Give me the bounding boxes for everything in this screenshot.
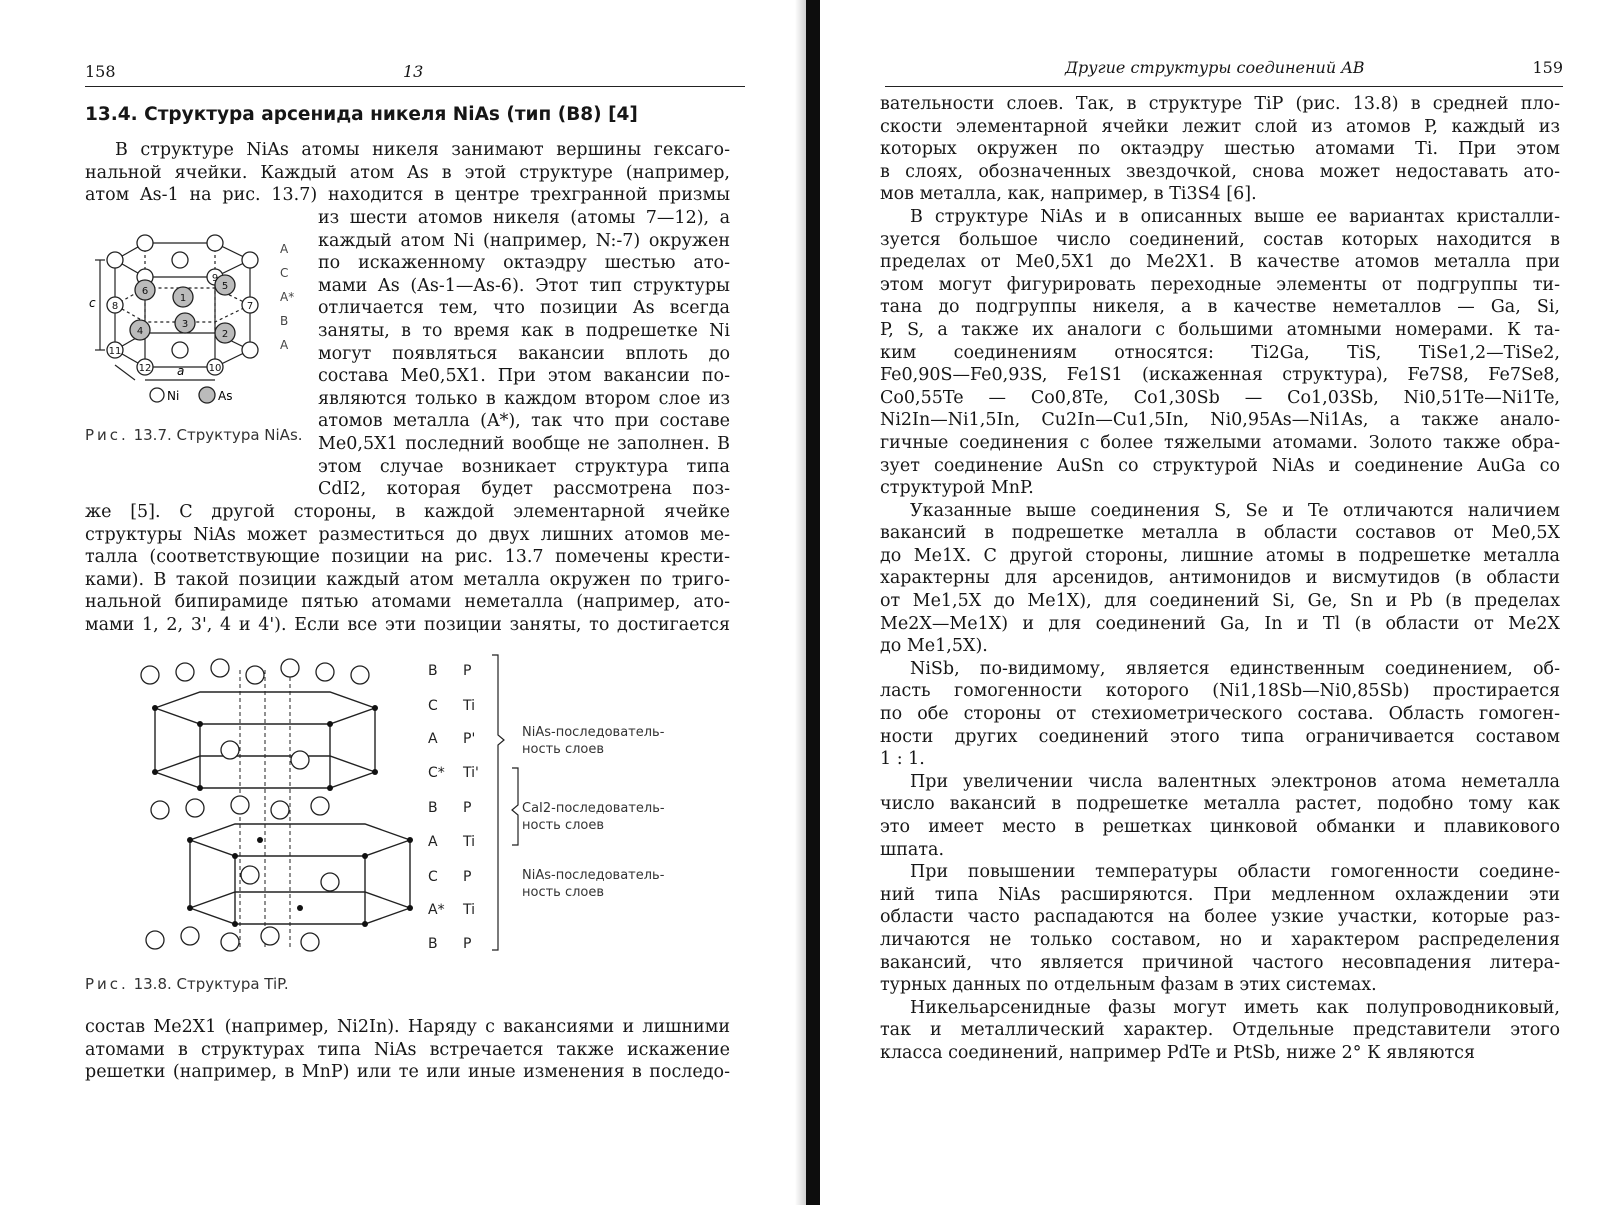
text-line: состав Me2X1 (например, Ni2In). Наряду с вакансиями и лишними	[85, 1017, 730, 1037]
layer-atom: Ti	[463, 902, 476, 918]
bracket-label: ность слоев	[522, 742, 605, 757]
section-heading: 13.4. Структура арсенида никеля NiAs (тип (B8) [4]	[85, 104, 638, 125]
niAs-structure-drawing	[85, 215, 315, 425]
caption-label: Рис.	[85, 975, 129, 993]
book-spine	[806, 0, 820, 1205]
text-line: В структуре NiAs и в описанных выше ее вариантах кристалли-	[910, 206, 1560, 227]
text-line: в слоях, обозначенных звездочкой, снова может недоставать ато-	[880, 161, 1560, 182]
text-line: NiSb, по-видимому, является единственным соединением, об-	[910, 658, 1560, 679]
text-line: это имеет место в решетках цинковой обманки и плавикового	[880, 817, 1560, 837]
layer-atom: Ti'	[463, 765, 479, 781]
text-line: Co0,55Te — Co0,8Te, Co1,30Sb — Co1,03Sb, Ni0,51Te—Ni1Te,	[880, 387, 1560, 408]
text-line: талла (соответствующие позиции на рис. 13.7 помечены крести-	[85, 547, 730, 568]
chapter-number: 13	[403, 62, 424, 81]
atom-number: 6	[141, 286, 149, 297]
text-line: тана до подгруппы никеля, а в качестве неметаллов — Ga, Si,	[880, 297, 1560, 318]
text-line: из шести атомов никеля (атомы 7—12), а	[318, 208, 730, 228]
axis-a-label: a	[177, 364, 185, 378]
text-line: Никельарсенидные фазы могут иметь как полупроводниковый,	[910, 997, 1560, 1018]
legend-as: As	[218, 389, 233, 403]
figure-13-7-caption	[85, 426, 305, 444]
text-line: заняты, в то время как в подрешетке Ni	[318, 320, 730, 341]
layer-letter: A	[428, 731, 438, 747]
text-line: так и металлический характер. Отдельные представители этого	[880, 1020, 1560, 1041]
atom-number: 9	[211, 273, 219, 284]
text-line: личаются не только составом, но и характером распределения	[880, 929, 1560, 950]
layer-letter: B	[428, 800, 438, 816]
layer-letter: A	[428, 834, 438, 850]
text-line: до Me1,5X).	[880, 636, 988, 657]
text-line: структурой MnP.	[880, 478, 1034, 499]
layer-atom: P'	[463, 731, 476, 747]
text-line: Me0,5X1 последний вообще не заполнен. В	[318, 433, 730, 454]
text-line: состава Me0,5X1. При этом вакансии по-	[318, 366, 730, 387]
atom-number: 3	[181, 319, 189, 330]
text-line: решетки (например, в MnP) или те или иные изменения в последо-	[85, 1062, 730, 1083]
layer-letter: C	[428, 869, 438, 885]
niAs-bracket	[492, 655, 504, 950]
layer-letter: B	[428, 663, 438, 679]
cdi2-bracket	[512, 768, 518, 845]
text-line: являются только в каждом втором слое из	[318, 388, 730, 409]
bracket-label: CaI2-последователь-	[522, 801, 665, 816]
figure-13-8	[130, 650, 690, 970]
paragraph	[880, 93, 1560, 206]
layer-label: A	[280, 242, 289, 256]
text-line: атомами в структурах типа NiAs встречается также искажение	[85, 1039, 730, 1060]
text-line: могут появляться вакансии вплоть до	[318, 343, 730, 364]
text-line: шпата.	[880, 839, 945, 860]
layer-label: A	[280, 338, 289, 352]
caption-text: 13.7. Структура NiAs.	[133, 426, 303, 444]
atom-number: 10	[208, 363, 222, 374]
bottom-text	[85, 1016, 730, 1084]
text-line: которых окружен по октаэдру шестью атомами Ti. При этом	[880, 139, 1560, 160]
left-page-number: 158	[85, 62, 116, 81]
text-line: При увеличении числа валентных электронов атома неметалла	[910, 771, 1560, 792]
text-line: число вакансий в подрешетке металла растет, подобно тому как	[880, 794, 1560, 815]
text-line: каждый атом Ni (например, N:-7) окружен	[318, 230, 730, 251]
text-line: по искаженному октаэдру шестью ато-	[318, 253, 730, 274]
text-line: зуется большое число соединений, состав которых находится в	[880, 229, 1560, 250]
text-line: Fe0,90S—Fe0,93S, Fe1S1 (искаженная структура), Fe7S8, Fe7Se8,	[880, 365, 1560, 386]
layer-atom: P	[463, 936, 472, 952]
text-line: класса соединений, например PdTe и PtSb, ниже 2° К являются	[880, 1042, 1475, 1063]
layer-atom: Ti	[463, 834, 476, 850]
text-line: зует соединение AuSn со структурой NiAs и соединение AuGa со	[880, 455, 1560, 476]
atom-number: 4	[136, 326, 144, 337]
text-line: от Me1,5X до Me1X), для соединений Si, Ge, Sn и Pb (в пределах	[880, 591, 1560, 612]
layer-letter: C*	[428, 765, 445, 781]
text-line: CdI2, которая будет рассмотрена поз-	[318, 479, 730, 500]
paragraph	[880, 500, 1560, 658]
text-line: ким соединениям относятся: Ti2Ga, TiS, TiSe1,2—TiSe2,	[880, 342, 1560, 363]
atom-number: 1	[179, 293, 187, 304]
atom-number: 11	[108, 346, 122, 357]
text-line: мов металла, как, например, в Ti3S4 [6].	[880, 184, 1257, 205]
layer-atom: P	[463, 869, 472, 885]
left-page	[0, 0, 795, 1205]
layer-label: C	[280, 266, 289, 280]
ni-legend-icon	[150, 388, 164, 402]
text-line: вакансий в подрешетке металла в области составов от Me0,5X	[880, 523, 1560, 544]
layer-letter: C	[428, 698, 438, 714]
text-line: скости элементарной ячейки лежит слой из атомов P, каждый из	[880, 116, 1560, 137]
paragraph	[880, 997, 1560, 1065]
full-text	[85, 501, 730, 637]
layer-letter: A*	[428, 902, 445, 918]
text-line: турных данных по отдельным фазам в этих системах.	[880, 975, 1377, 996]
paragraph	[880, 861, 1560, 997]
atom-number: 2	[221, 329, 229, 340]
text-line: При повышении температуры области гомогенности соедине-	[910, 862, 1560, 883]
caption-text: 13.8. Структура TiP.	[133, 975, 289, 993]
wrap-text	[318, 207, 730, 501]
text-line: вакансий, что является причиной частого несовпадения литера-	[880, 952, 1560, 973]
text-line: Me2X—Me1X) и для соединений Ga, In и Tl (в области от Me2X	[880, 613, 1560, 634]
layer-atom: P	[463, 663, 472, 679]
text-line: этом могут фигурировать переходные элементы от подгруппы ти-	[880, 274, 1560, 295]
text-line: нальной ячейки. Каждый атом As в этой структуре (например,	[85, 162, 730, 183]
running-title: Другие структуры соединений AB	[1065, 58, 1365, 77]
text-line: Указанные выше соединения S, Se и Te отличаются наличием	[910, 500, 1560, 521]
text-line: же [5]. С другой стороны, в каждой элементарной ячейке	[85, 502, 730, 522]
text-line: мами As (As-1—As-6). Этот тип структуры	[318, 275, 730, 296]
text-line: 1 : 1.	[880, 749, 925, 770]
text-line: P, S, а также их аналоги с большими атомными номерами. К та-	[880, 319, 1560, 340]
text-line: Ni2In—Ni1,5In, Cu2In—Cu1,5In, Ni0,95As—Ni1As, а также анало-	[880, 410, 1560, 431]
spine-shadow	[795, 0, 806, 1205]
text-line: ласть гомогенности которого (Ni1,18Sb—Ni0,85Sb) простирается	[880, 681, 1560, 702]
caption-label: Рис.	[85, 426, 129, 444]
legend-ni: Ni	[167, 389, 180, 403]
paragraph	[880, 771, 1560, 861]
bracket-label: NiAs-последователь-	[522, 725, 665, 740]
text-line: до Me1X. С другой стороны, лишние атомы в подрешетке металла	[880, 545, 1560, 566]
layer-label: B	[280, 314, 289, 328]
text-line: пределах от Me0,5X1 до Me2X1. В качестве атомов металла при	[880, 252, 1560, 273]
intro-text	[85, 139, 730, 207]
text-line: этом случае возникает структура типа	[318, 456, 730, 477]
atom-number: 8	[111, 301, 119, 312]
text-line: В структуре NiAs атомы никеля занимают вершины гексаго-	[115, 140, 730, 160]
layer-atom: Ti	[463, 698, 476, 714]
atom-number: 7	[246, 301, 254, 312]
text-line: по обе стороны от стехиометрического состава. Область гомоген-	[880, 704, 1560, 725]
text-line: ний типа NiAs расширяются. При медленном охлаждении эти	[880, 884, 1560, 905]
text-line: атом As-1 на рис. 13.7) находится в центре трехгранной призмы	[85, 185, 730, 206]
text-line: атомов металла (A*), так что при составе	[318, 411, 730, 432]
left-running-head	[85, 58, 745, 87]
right-page-text	[880, 93, 1560, 1065]
axis-c-label: c	[89, 296, 96, 310]
text-line: характерны для арсенидов, антимонидов и висмутидов (в области	[880, 568, 1560, 589]
text-line: нальной бипирамиде пятью атомами неметалла (например, ато-	[85, 592, 730, 613]
paragraph	[880, 658, 1560, 771]
as-legend-icon	[199, 387, 215, 403]
bracket-label: ность слоев	[522, 885, 605, 900]
bracket-label: NiAs-последователь-	[522, 868, 665, 883]
text-line: ности других соединений этого типа ограничивается составом	[880, 726, 1560, 747]
bracket-label: ность слоев	[522, 818, 605, 833]
text-line: ками). В такой позиции каждый атом металла окружен по триго-	[85, 569, 730, 590]
layer-letter: B	[428, 936, 438, 952]
right-page-number: 159	[1532, 58, 1563, 77]
text-line: гичные соединения с более тяжелыми атомами. Золото также обра-	[880, 432, 1560, 453]
atom-number: 12	[138, 363, 152, 374]
right-running-head	[885, 58, 1563, 87]
paragraph	[880, 206, 1560, 500]
text-line: структуры NiAs может разместиться до двух лишних атомов ме-	[85, 524, 730, 545]
right-page	[830, 0, 1600, 1205]
text-line: отличается тем, что позиции As всегда	[318, 298, 730, 319]
text-line: мами 1, 2, 3', 4 и 4'). Если все эти позиции заняты, то достигается	[85, 614, 730, 635]
atom-number: 5	[221, 281, 229, 292]
figure-13-8-caption	[85, 975, 289, 993]
tip-structure-drawing	[130, 650, 690, 970]
layer-label: A*	[280, 290, 295, 304]
text-line: вательности слоев. Так, в структуре TiP (рис. 13.8) в средней пло-	[880, 94, 1560, 114]
text-line: области часто распадаются на более узкие участки, которые раз-	[880, 907, 1560, 928]
layer-atom: P	[463, 800, 472, 816]
